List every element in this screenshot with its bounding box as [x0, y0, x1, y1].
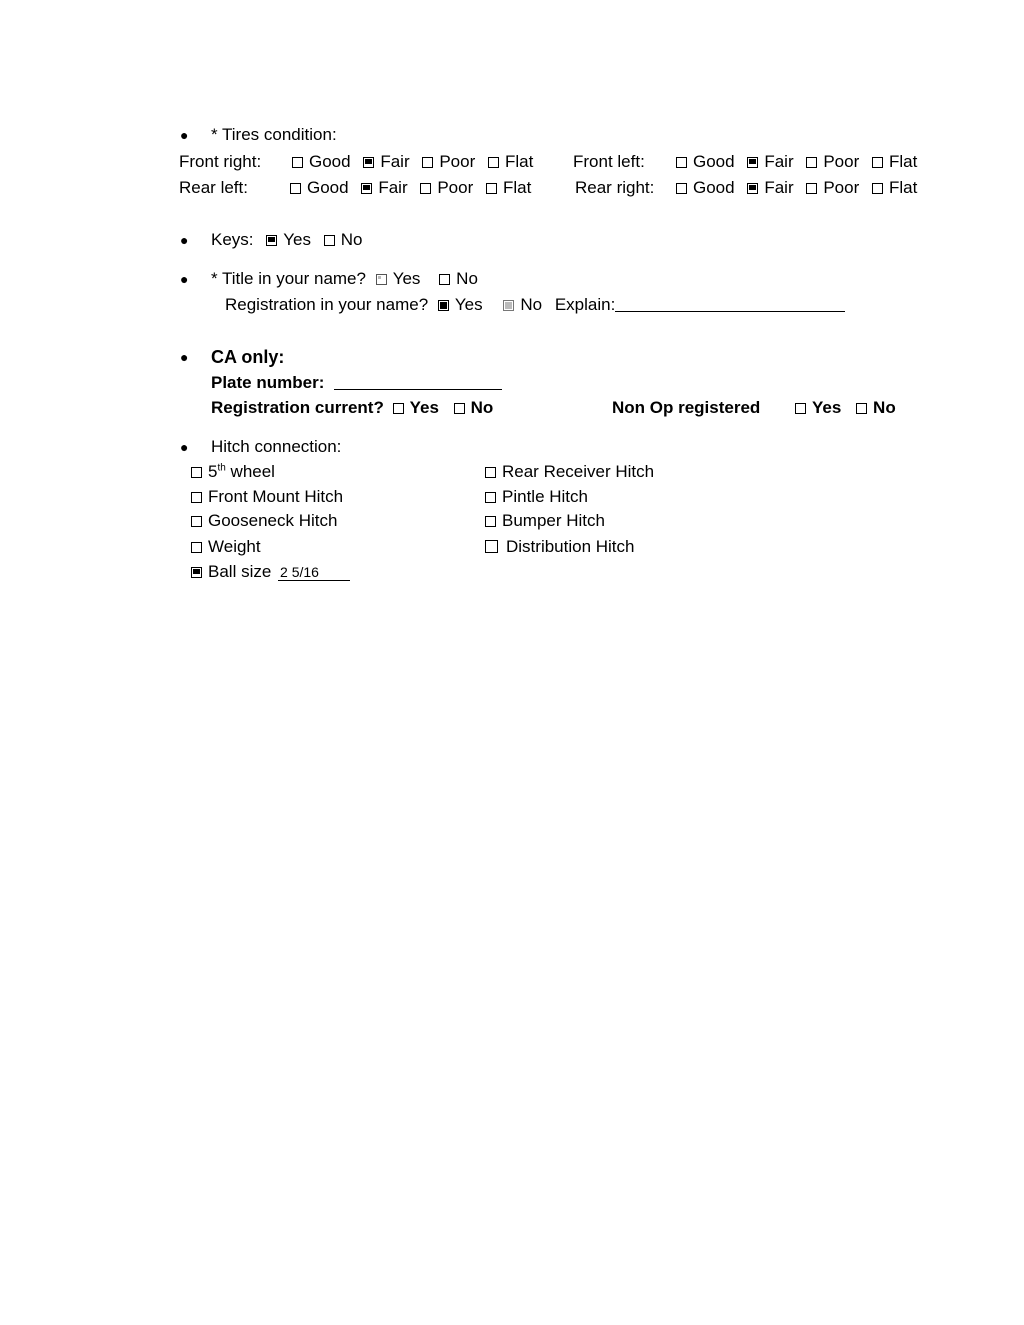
gooseneck-label: Gooseneck Hitch	[208, 511, 338, 530]
non-op-options	[795, 398, 896, 418]
front-left-good-checkbox[interactable]	[676, 157, 687, 168]
bullet-icon: ●	[180, 127, 189, 143]
pintle-checkbox[interactable]	[485, 492, 496, 503]
title-yes-checkbox[interactable]	[376, 274, 387, 285]
non-op-yes-checkbox[interactable]	[795, 403, 806, 414]
option-label: Fair	[764, 178, 794, 197]
ca-only-heading: CA only:	[211, 347, 285, 367]
reg-current-yes-checkbox[interactable]	[393, 403, 404, 414]
weight-checkbox[interactable]	[191, 542, 202, 553]
option-label: Good	[307, 178, 349, 197]
option-label: Flat	[889, 152, 918, 171]
option-label: Good	[309, 152, 351, 171]
ball-size-field[interactable]: 2 5/16	[278, 564, 350, 581]
front-right-label: Front right:	[179, 152, 262, 171]
front-right-options	[292, 152, 533, 172]
rear-right-flat-checkbox[interactable]	[872, 183, 883, 194]
hitch-fifth-wheel	[191, 462, 275, 482]
keys-row	[211, 230, 362, 250]
hitch-gooseneck	[191, 511, 337, 531]
keys-yes-checkbox[interactable]	[266, 235, 277, 246]
title-no-label: No	[456, 269, 478, 288]
front-right-fair-checkbox[interactable]	[363, 157, 374, 168]
front-left-poor-checkbox[interactable]	[806, 157, 817, 168]
non-op-no-checkbox[interactable]	[856, 403, 867, 414]
bullet-icon: ●	[180, 439, 189, 455]
rear-receiver-label: Rear Receiver Hitch	[502, 462, 655, 481]
bullet-icon: ●	[180, 232, 189, 248]
rear-left-label: Rear left:	[179, 178, 248, 197]
registration-current-label: Registration current?	[211, 398, 384, 417]
option-label: Fair	[764, 152, 794, 171]
tires-heading: * Tires condition:	[211, 125, 337, 144]
plate-number-field[interactable]	[334, 373, 502, 390]
hitch-weight	[191, 537, 261, 557]
option-label: Poor	[439, 152, 476, 171]
option-label: Good	[693, 152, 735, 171]
title-no-checkbox[interactable]	[439, 274, 450, 285]
rear-right-fair-checkbox[interactable]	[747, 183, 758, 194]
front-left-fair-checkbox[interactable]	[747, 157, 758, 168]
rear-left-poor-checkbox[interactable]	[420, 183, 431, 194]
registration-yes-label: Yes	[454, 295, 483, 314]
weight-label: Weight	[208, 537, 261, 556]
front-mount-label: Front Mount Hitch	[208, 487, 344, 506]
front-right-poor-checkbox[interactable]	[422, 157, 433, 168]
keys-no-label: No	[340, 230, 363, 249]
registration-no-label: No	[520, 295, 543, 314]
hitch-ball-size	[191, 562, 350, 582]
rear-right-good-checkbox[interactable]	[676, 183, 687, 194]
option-label: Fair	[380, 152, 410, 171]
hitch-bumper	[485, 511, 605, 531]
title-label: * Title in your name?	[211, 269, 366, 288]
bumper-label: Bumper Hitch	[502, 511, 605, 530]
pintle-label: Pintle Hitch	[502, 487, 588, 506]
plate-row	[211, 373, 502, 393]
hitch-heading: Hitch connection:	[211, 437, 342, 456]
gooseneck-checkbox[interactable]	[191, 516, 202, 527]
fifth-wheel-sup: th	[217, 462, 226, 474]
hitch-rear-receiver	[485, 462, 654, 482]
hitch-distribution	[485, 537, 635, 557]
rear-right-options	[676, 178, 917, 198]
non-op-no-label: No	[873, 398, 896, 417]
fifth-wheel-label: 5	[208, 462, 218, 481]
reg-current-no-label: No	[470, 398, 494, 417]
registration-row	[225, 295, 845, 315]
distribution-label: Distribution Hitch	[506, 537, 635, 556]
rear-left-flat-checkbox[interactable]	[486, 183, 497, 194]
rear-right-poor-checkbox[interactable]	[806, 183, 817, 194]
bullet-icon: ●	[180, 349, 189, 365]
distribution-checkbox[interactable]	[485, 540, 498, 553]
option-label: Flat	[889, 178, 918, 197]
registration-label: Registration in your name?	[225, 295, 429, 314]
keys-yes-label: Yes	[283, 230, 311, 249]
front-left-options	[676, 152, 917, 172]
explain-label: Explain:	[554, 295, 616, 314]
plate-label: Plate number:	[211, 373, 325, 392]
registration-current-row	[211, 398, 493, 418]
rear-left-options	[290, 178, 531, 198]
hitch-front-mount	[191, 487, 343, 507]
non-op-label: Non Op registered	[612, 398, 761, 417]
option-label: Poor	[823, 152, 860, 171]
front-right-good-checkbox[interactable]	[292, 157, 303, 168]
front-right-flat-checkbox[interactable]	[488, 157, 499, 168]
registration-yes-checkbox[interactable]	[438, 300, 449, 311]
non-op-yes-label: Yes	[812, 398, 842, 417]
rear-left-fair-checkbox[interactable]	[361, 183, 372, 194]
bumper-checkbox[interactable]	[485, 516, 496, 527]
ball-size-checkbox[interactable]	[191, 567, 202, 578]
keys-label: Keys:	[211, 230, 254, 249]
option-label: Flat	[503, 178, 532, 197]
front-left-label: Front left:	[573, 152, 645, 171]
fifth-wheel-checkbox[interactable]	[191, 467, 202, 478]
rear-left-good-checkbox[interactable]	[290, 183, 301, 194]
option-label: Poor	[823, 178, 860, 197]
fifth-wheel-label-suffix: wheel	[225, 462, 275, 481]
title-row	[211, 269, 478, 289]
hitch-pintle	[485, 487, 588, 507]
option-label: Good	[693, 178, 735, 197]
registration-no-checkbox[interactable]	[503, 300, 514, 311]
rear-receiver-checkbox[interactable]	[485, 467, 496, 478]
explain-field[interactable]	[615, 295, 845, 312]
ball-size-label: Ball size	[208, 562, 272, 581]
front-mount-checkbox[interactable]	[191, 492, 202, 503]
bullet-icon: ●	[180, 271, 189, 287]
option-label: Poor	[437, 178, 474, 197]
option-label: Flat	[505, 152, 534, 171]
option-label: Fair	[378, 178, 408, 197]
title-yes-label: Yes	[392, 269, 421, 288]
reg-current-yes-label: Yes	[409, 398, 439, 417]
rear-right-label: Rear right:	[575, 178, 655, 197]
keys-no-checkbox[interactable]	[324, 235, 335, 246]
reg-current-no-checkbox[interactable]	[454, 403, 465, 414]
front-left-flat-checkbox[interactable]	[872, 157, 883, 168]
tire-row-front-right	[179, 152, 261, 172]
